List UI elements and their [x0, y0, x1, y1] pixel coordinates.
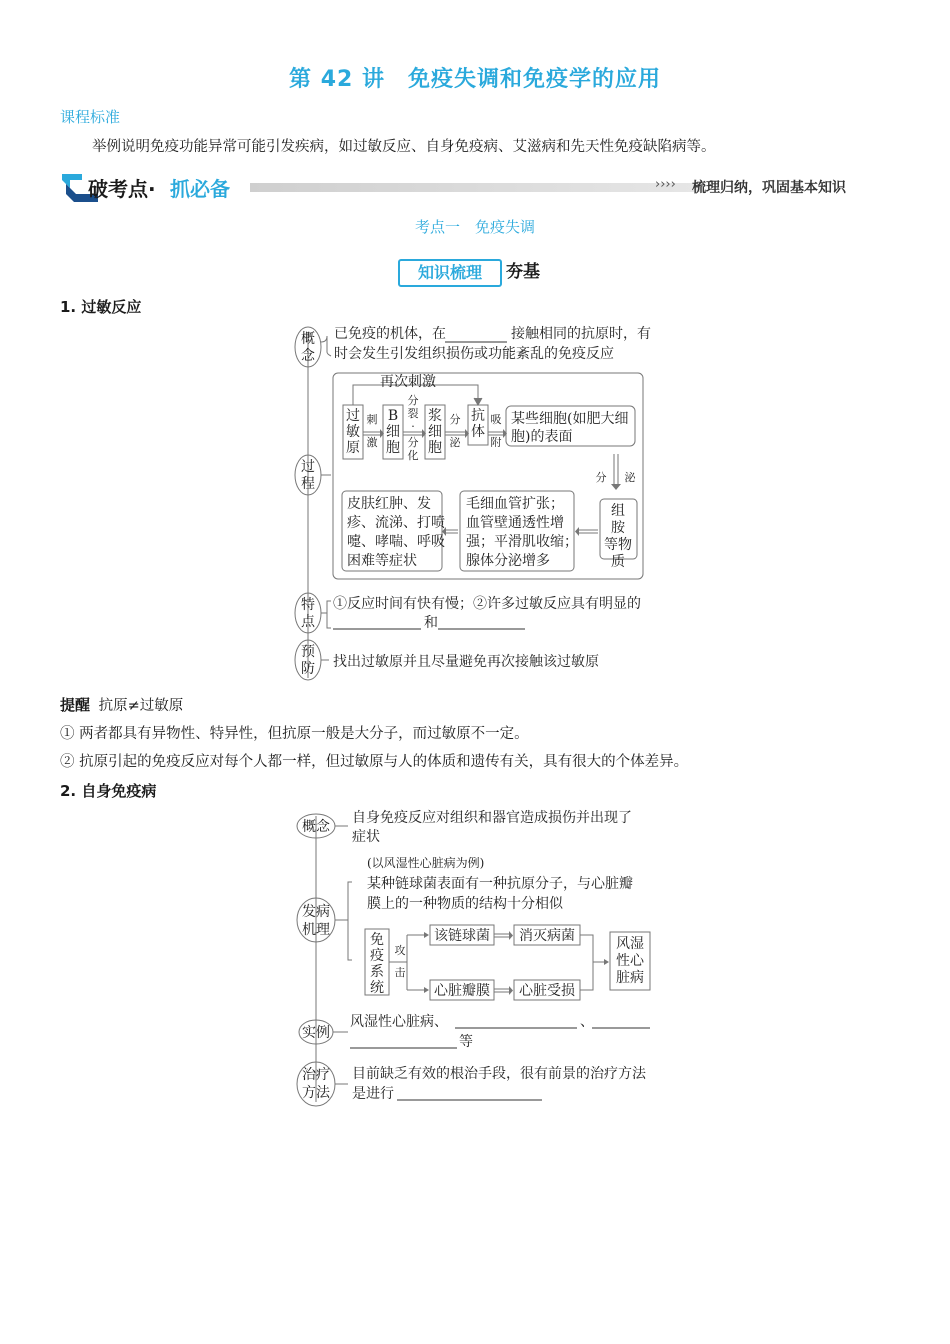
svg-text:统: 统: [370, 980, 384, 996]
svg-text:体: 体: [471, 424, 485, 440]
svg-text:胞: 胞: [386, 440, 400, 456]
svg-text:原: 原: [346, 440, 360, 456]
rheumatic-box: 风湿: [616, 936, 644, 952]
allergy-concept-text: 已免疫的机体，在: [334, 326, 446, 342]
heart-damage-box: 心脏受损: [519, 983, 575, 999]
autoimmune-diagram: [290, 802, 665, 1120]
svg-text:程: 程: [301, 476, 315, 492]
banner-bar: [250, 183, 700, 192]
svg-text:接触相同的抗原时，有: 接触相同的抗原时，有: [511, 326, 651, 342]
autoimmune-concept-text: 自身免疫反应对组织和器官造成损伤并出现了: [352, 810, 632, 826]
remind-label: 提醒: [60, 696, 91, 714]
svg-text:附: 附: [490, 436, 502, 449]
treatment-text: 目前缺乏有效的根治手段，很有前景的治疗方法: [352, 1066, 646, 1082]
section-banner: [60, 170, 860, 206]
symptoms-box: 皮肤红肿、发: [347, 496, 431, 512]
svg-text:困难等症状: 困难等症状: [347, 553, 417, 569]
svg-text:和: 和: [424, 615, 438, 631]
allergy-feature-node: 特: [301, 597, 315, 613]
kill-bacteria-box: 消灭病菌: [519, 928, 575, 944]
svg-text:等物: 等物: [604, 537, 632, 553]
svg-text:击: 击: [394, 966, 406, 979]
svg-text:机理: 机理: [302, 922, 330, 938]
banner-title-a: 破考点·: [88, 177, 156, 201]
mechanism-text: 某种链球菌表面有一种抗原分子，与心脏瓣: [367, 876, 633, 892]
svg-text:细: 细: [428, 424, 442, 440]
histamine-box: 组: [611, 503, 625, 519]
stimulate-label: 刺: [366, 413, 378, 426]
plasma-cell-box: 浆: [428, 408, 442, 424]
svg-text:系: 系: [370, 964, 384, 980]
autoimmune-concept-node: 概念: [302, 819, 330, 835]
banner-arrows-icon: ››››: [655, 177, 676, 192]
svg-text:细: 细: [386, 424, 400, 440]
treatment-node: 治疗: [302, 1067, 330, 1083]
remind-item-2: ② 抗原引起的免疫反应对每个人都一样，但过敏原与人的体质和遗传有关，具有很大的个体差异。: [60, 754, 689, 770]
svg-text:症状: 症状: [352, 829, 380, 845]
svg-text:质: 质: [611, 554, 625, 570]
svg-text:胺: 胺: [611, 520, 625, 536]
course-standard-label: 课程标准: [60, 108, 121, 126]
banner-title-b: 抓必备: [170, 177, 230, 201]
secrete-label: 分: [449, 413, 461, 426]
svg-text:时会发生引发组织损伤或功能紊乱的免疫反应: 时会发生引发组织损伤或功能紊乱的免疫反应: [334, 346, 614, 362]
svg-text:激: 激: [366, 436, 378, 449]
adsorb-label: 吸: [490, 413, 502, 426]
svg-text:脏病: 脏病: [616, 970, 644, 986]
svg-text:胞: 胞: [428, 440, 442, 456]
allergy-diagram: [285, 318, 675, 684]
example-text: 风湿性心脏病、: [350, 1014, 448, 1030]
example-note: (以风湿性心脏病为例): [367, 856, 485, 870]
mechanism-node: 发病: [302, 904, 330, 920]
svg-text:裂: 裂: [407, 407, 419, 420]
course-standard-text: 举例说明免疫功能异常可能引发疾病，如过敏反应、自身免疫病、艾滋病和先天性免疫缺陷病等。: [92, 139, 716, 155]
bcell-box: B: [387, 408, 399, 424]
svg-text:泌: 泌: [624, 471, 636, 484]
svg-text:腺体分泌增多: 腺体分泌增多: [466, 553, 550, 569]
target-cells-box: 某些细胞(如肥大细: [511, 411, 629, 427]
svg-text:化: 化: [407, 449, 419, 462]
svg-text:、: 、: [580, 1014, 594, 1030]
svg-text:强；平滑肌收缩；: 强；平滑肌收缩；: [466, 534, 578, 550]
page-title: 第 42 讲 免疫失调和免疫学的应用: [289, 67, 661, 92]
svg-text:方法: 方法: [302, 1085, 330, 1101]
remind-block: [60, 694, 183, 715]
svg-text:敏: 敏: [346, 424, 360, 440]
knowledge-tag-suffix: 夯基: [506, 262, 540, 282]
heart-valve-box: 心脏瓣膜: [434, 983, 490, 999]
svg-text:分: 分: [407, 436, 419, 449]
antibody-box: 抗: [471, 408, 485, 424]
autoimmune-heading: 2. 自身免疫病: [60, 782, 157, 800]
svg-text:·: ·: [411, 420, 415, 433]
svg-text:疫: 疫: [370, 948, 384, 964]
streptococcus-box: 该链球菌: [434, 928, 490, 944]
svg-text:胞)的表面: 胞)的表面: [511, 429, 573, 445]
svg-text:等: 等: [459, 1034, 473, 1050]
allergy-prevent-text: 找出过敏原并且尽量避免再次接触该过敏原: [333, 654, 599, 670]
allergy-process-node: 过: [301, 459, 315, 475]
svg-text:点: 点: [301, 614, 315, 630]
section-title: 考点一 免疫失调: [414, 218, 535, 236]
secrete2-label: 分: [595, 471, 607, 484]
svg-text:血管壁通透性增: 血管壁通透性增: [466, 515, 564, 531]
svg-text:性心: 性心: [616, 953, 644, 969]
svg-text:防: 防: [301, 661, 315, 677]
attack-label: 攻: [394, 944, 406, 957]
remind-item-1: ① 两者都具有异物性、特异性，但抗原一般是大分子，而过敏原不一定。: [60, 726, 529, 742]
remind-title: 抗原≠过敏原: [98, 698, 184, 714]
vascular-box: 毛细血管扩张；: [466, 496, 564, 512]
knowledge-tag: 知识梳理: [398, 259, 502, 287]
allergy-heading: 1. 过敏反应: [60, 298, 142, 316]
svg-text:泌: 泌: [449, 436, 461, 449]
svg-text:膜上的一种物质的结构十分相似: 膜上的一种物质的结构十分相似: [367, 896, 563, 912]
banner-subtitle: 梳理归纳，巩固基本知识: [692, 180, 846, 196]
divide-label: 分: [407, 394, 419, 407]
allergy-feature-text: ①反应时间有快有慢；②许多过敏反应具有明显的: [333, 596, 641, 612]
restimulation-label: 再次刺激: [380, 374, 436, 390]
allergy-concept-node: 概: [301, 331, 315, 347]
svg-text:念: 念: [301, 348, 315, 364]
svg-text:嚏、哮喘、呼吸: 嚏、哮喘、呼吸: [347, 534, 445, 550]
svg-text:是进行: 是进行: [352, 1086, 394, 1102]
allergen-box: 过: [346, 408, 360, 424]
allergy-prevent-node: 预: [301, 644, 315, 660]
svg-text:疹、流涕、打喷: 疹、流涕、打喷: [347, 515, 445, 531]
immune-system-box: 免: [370, 932, 384, 948]
example-node: 实例: [302, 1025, 330, 1041]
